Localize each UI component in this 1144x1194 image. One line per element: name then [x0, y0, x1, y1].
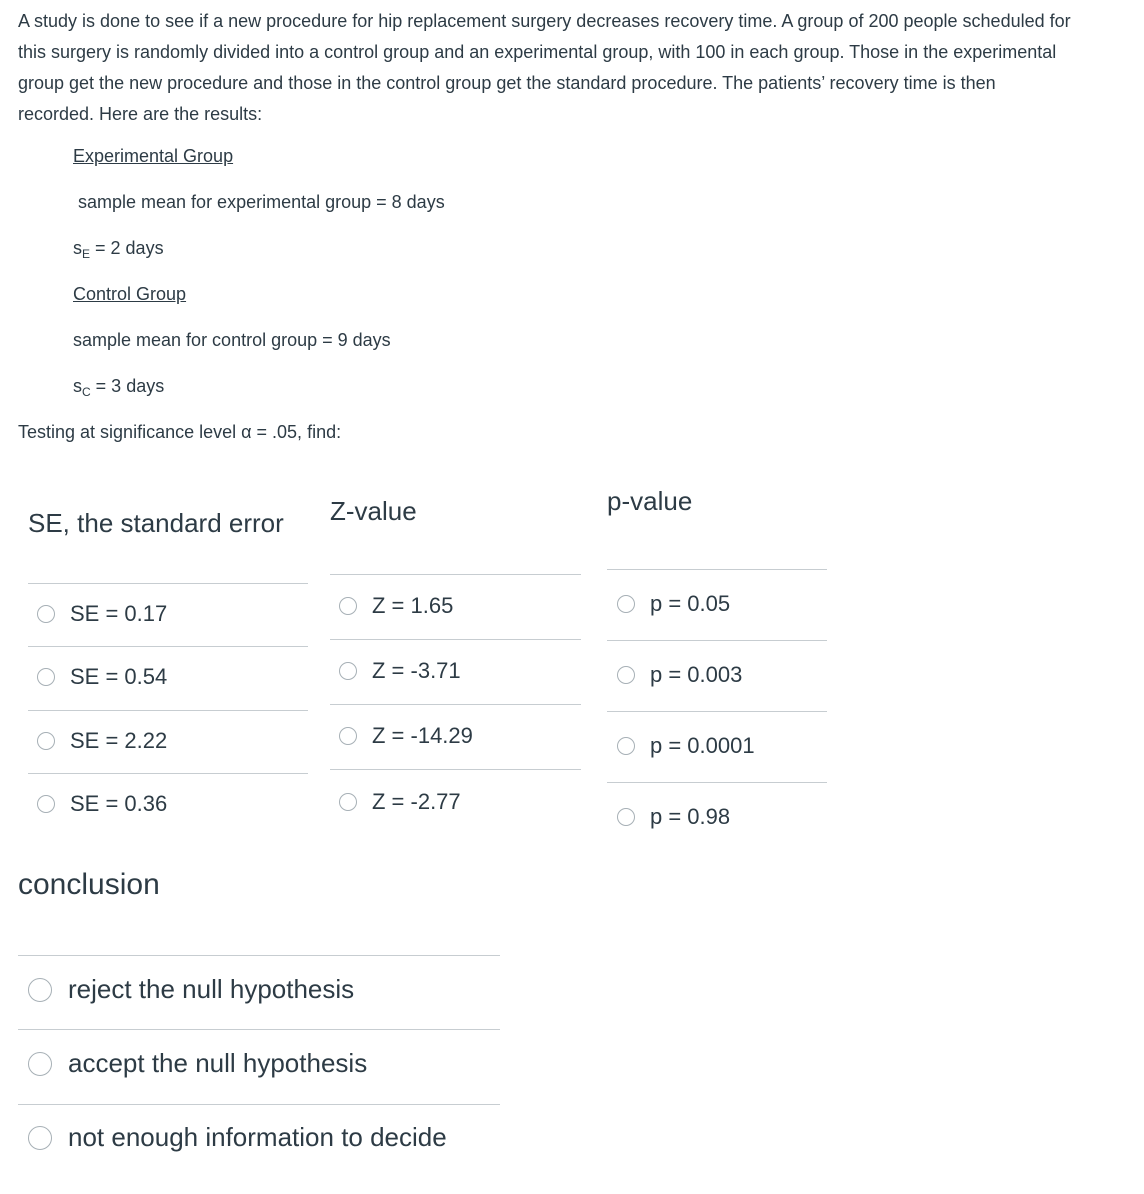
- experimental-mean: sample mean for experimental group = 8 days: [78, 192, 445, 212]
- sd-value: = 3 days: [90, 376, 165, 396]
- radio-button[interactable]: [28, 978, 52, 1002]
- option-label: SE = 0.54: [70, 664, 168, 689]
- option-label: Z = -3.71: [372, 658, 461, 683]
- option-label: SE = 2.22: [70, 728, 168, 753]
- conclusion-rule: [18, 955, 500, 956]
- p-option[interactable]: [617, 733, 755, 759]
- intro-line: this surgery is randomly divided into a control group and an experimental group, with 100 in each group. Those in the experimental: [18, 42, 1057, 62]
- conclusion-option[interactable]: [28, 1048, 367, 1079]
- intro-line: recorded. Here are the results:: [18, 104, 263, 124]
- se-option[interactable]: [37, 791, 167, 817]
- option-label: not enough information to decide: [68, 1122, 447, 1152]
- control-mean: sample mean for control group = 9 days: [73, 330, 391, 350]
- sd-symbol: s: [73, 376, 82, 396]
- experimental-group-heading: Experimental Group: [73, 146, 234, 166]
- radio-button[interactable]: [37, 605, 55, 623]
- radio-button[interactable]: [339, 727, 357, 745]
- option-label: SE = 0.17: [70, 601, 168, 626]
- se-rule: [28, 646, 308, 647]
- radio-button[interactable]: [28, 1052, 52, 1076]
- conclusion-rule: [18, 1104, 500, 1105]
- se-option[interactable]: [37, 664, 167, 690]
- p-rule: [607, 711, 827, 712]
- p-rule: [607, 640, 827, 641]
- radio-button[interactable]: [339, 597, 357, 615]
- radio-button[interactable]: [37, 668, 55, 686]
- option-label: p = 0.003: [650, 662, 743, 687]
- option-label: Z = 1.65: [372, 593, 454, 618]
- p-option[interactable]: [617, 591, 730, 617]
- sd-subscript: E: [82, 247, 91, 261]
- sd-subscript: C: [82, 385, 91, 399]
- control-sd: [73, 376, 164, 399]
- conclusion-rule: [18, 1029, 500, 1030]
- p-option[interactable]: [617, 804, 730, 830]
- z-rule: [330, 639, 581, 640]
- intro-line: group get the new procedure and those in the control group get the standard procedure. The patients’ recovery time is then: [18, 73, 996, 93]
- radio-button[interactable]: [37, 732, 55, 750]
- option-label: Z = -2.77: [372, 789, 461, 814]
- radio-button[interactable]: [617, 808, 635, 826]
- p-rule: [607, 782, 827, 783]
- radio-button[interactable]: [617, 666, 635, 684]
- sd-value: = 2 days: [90, 238, 164, 258]
- p-heading: p-value: [607, 486, 693, 516]
- question-intro: [18, 6, 1118, 130]
- se-rule: [28, 773, 308, 774]
- conclusion-option[interactable]: [28, 974, 354, 1005]
- option-label: p = 0.0001: [650, 733, 755, 758]
- z-option[interactable]: [339, 593, 453, 619]
- z-option[interactable]: [339, 723, 473, 749]
- option-label: p = 0.05: [650, 591, 731, 616]
- se-option[interactable]: [37, 728, 167, 754]
- z-option[interactable]: [339, 789, 461, 815]
- z-option[interactable]: [339, 658, 461, 684]
- radio-button[interactable]: [37, 795, 55, 813]
- sd-symbol: s: [73, 238, 82, 258]
- experimental-sd: [73, 238, 164, 261]
- control-group-heading: Control Group: [73, 284, 187, 304]
- intro-line: A study is done to see if a new procedure for hip replacement surgery decreases recovery time. A group of 200 people scheduled for: [18, 11, 1071, 31]
- se-heading: SE, the standard error: [28, 508, 284, 538]
- option-label: reject the null hypothesis: [68, 974, 355, 1004]
- z-heading: Z-value: [330, 496, 417, 526]
- instruction: Testing at significance level α = .05, find:: [18, 422, 342, 442]
- option-label: Z = -14.29: [372, 723, 473, 748]
- radio-button[interactable]: [339, 793, 357, 811]
- option-label: SE = 0.36: [70, 791, 168, 816]
- p-option[interactable]: [617, 662, 742, 688]
- z-rule: [330, 769, 581, 770]
- conclusion-heading: conclusion: [18, 868, 160, 901]
- se-option[interactable]: [37, 601, 167, 627]
- z-rule: [330, 574, 581, 575]
- se-rule: [28, 710, 308, 711]
- se-rule: [28, 583, 308, 584]
- radio-button[interactable]: [339, 662, 357, 680]
- z-rule: [330, 704, 581, 705]
- option-label: p = 0.98: [650, 804, 731, 829]
- radio-button[interactable]: [617, 595, 635, 613]
- option-label: accept the null hypothesis: [68, 1048, 368, 1078]
- p-rule: [607, 569, 827, 570]
- conclusion-option[interactable]: [28, 1122, 447, 1153]
- radio-button[interactable]: [617, 737, 635, 755]
- radio-button[interactable]: [28, 1126, 52, 1150]
